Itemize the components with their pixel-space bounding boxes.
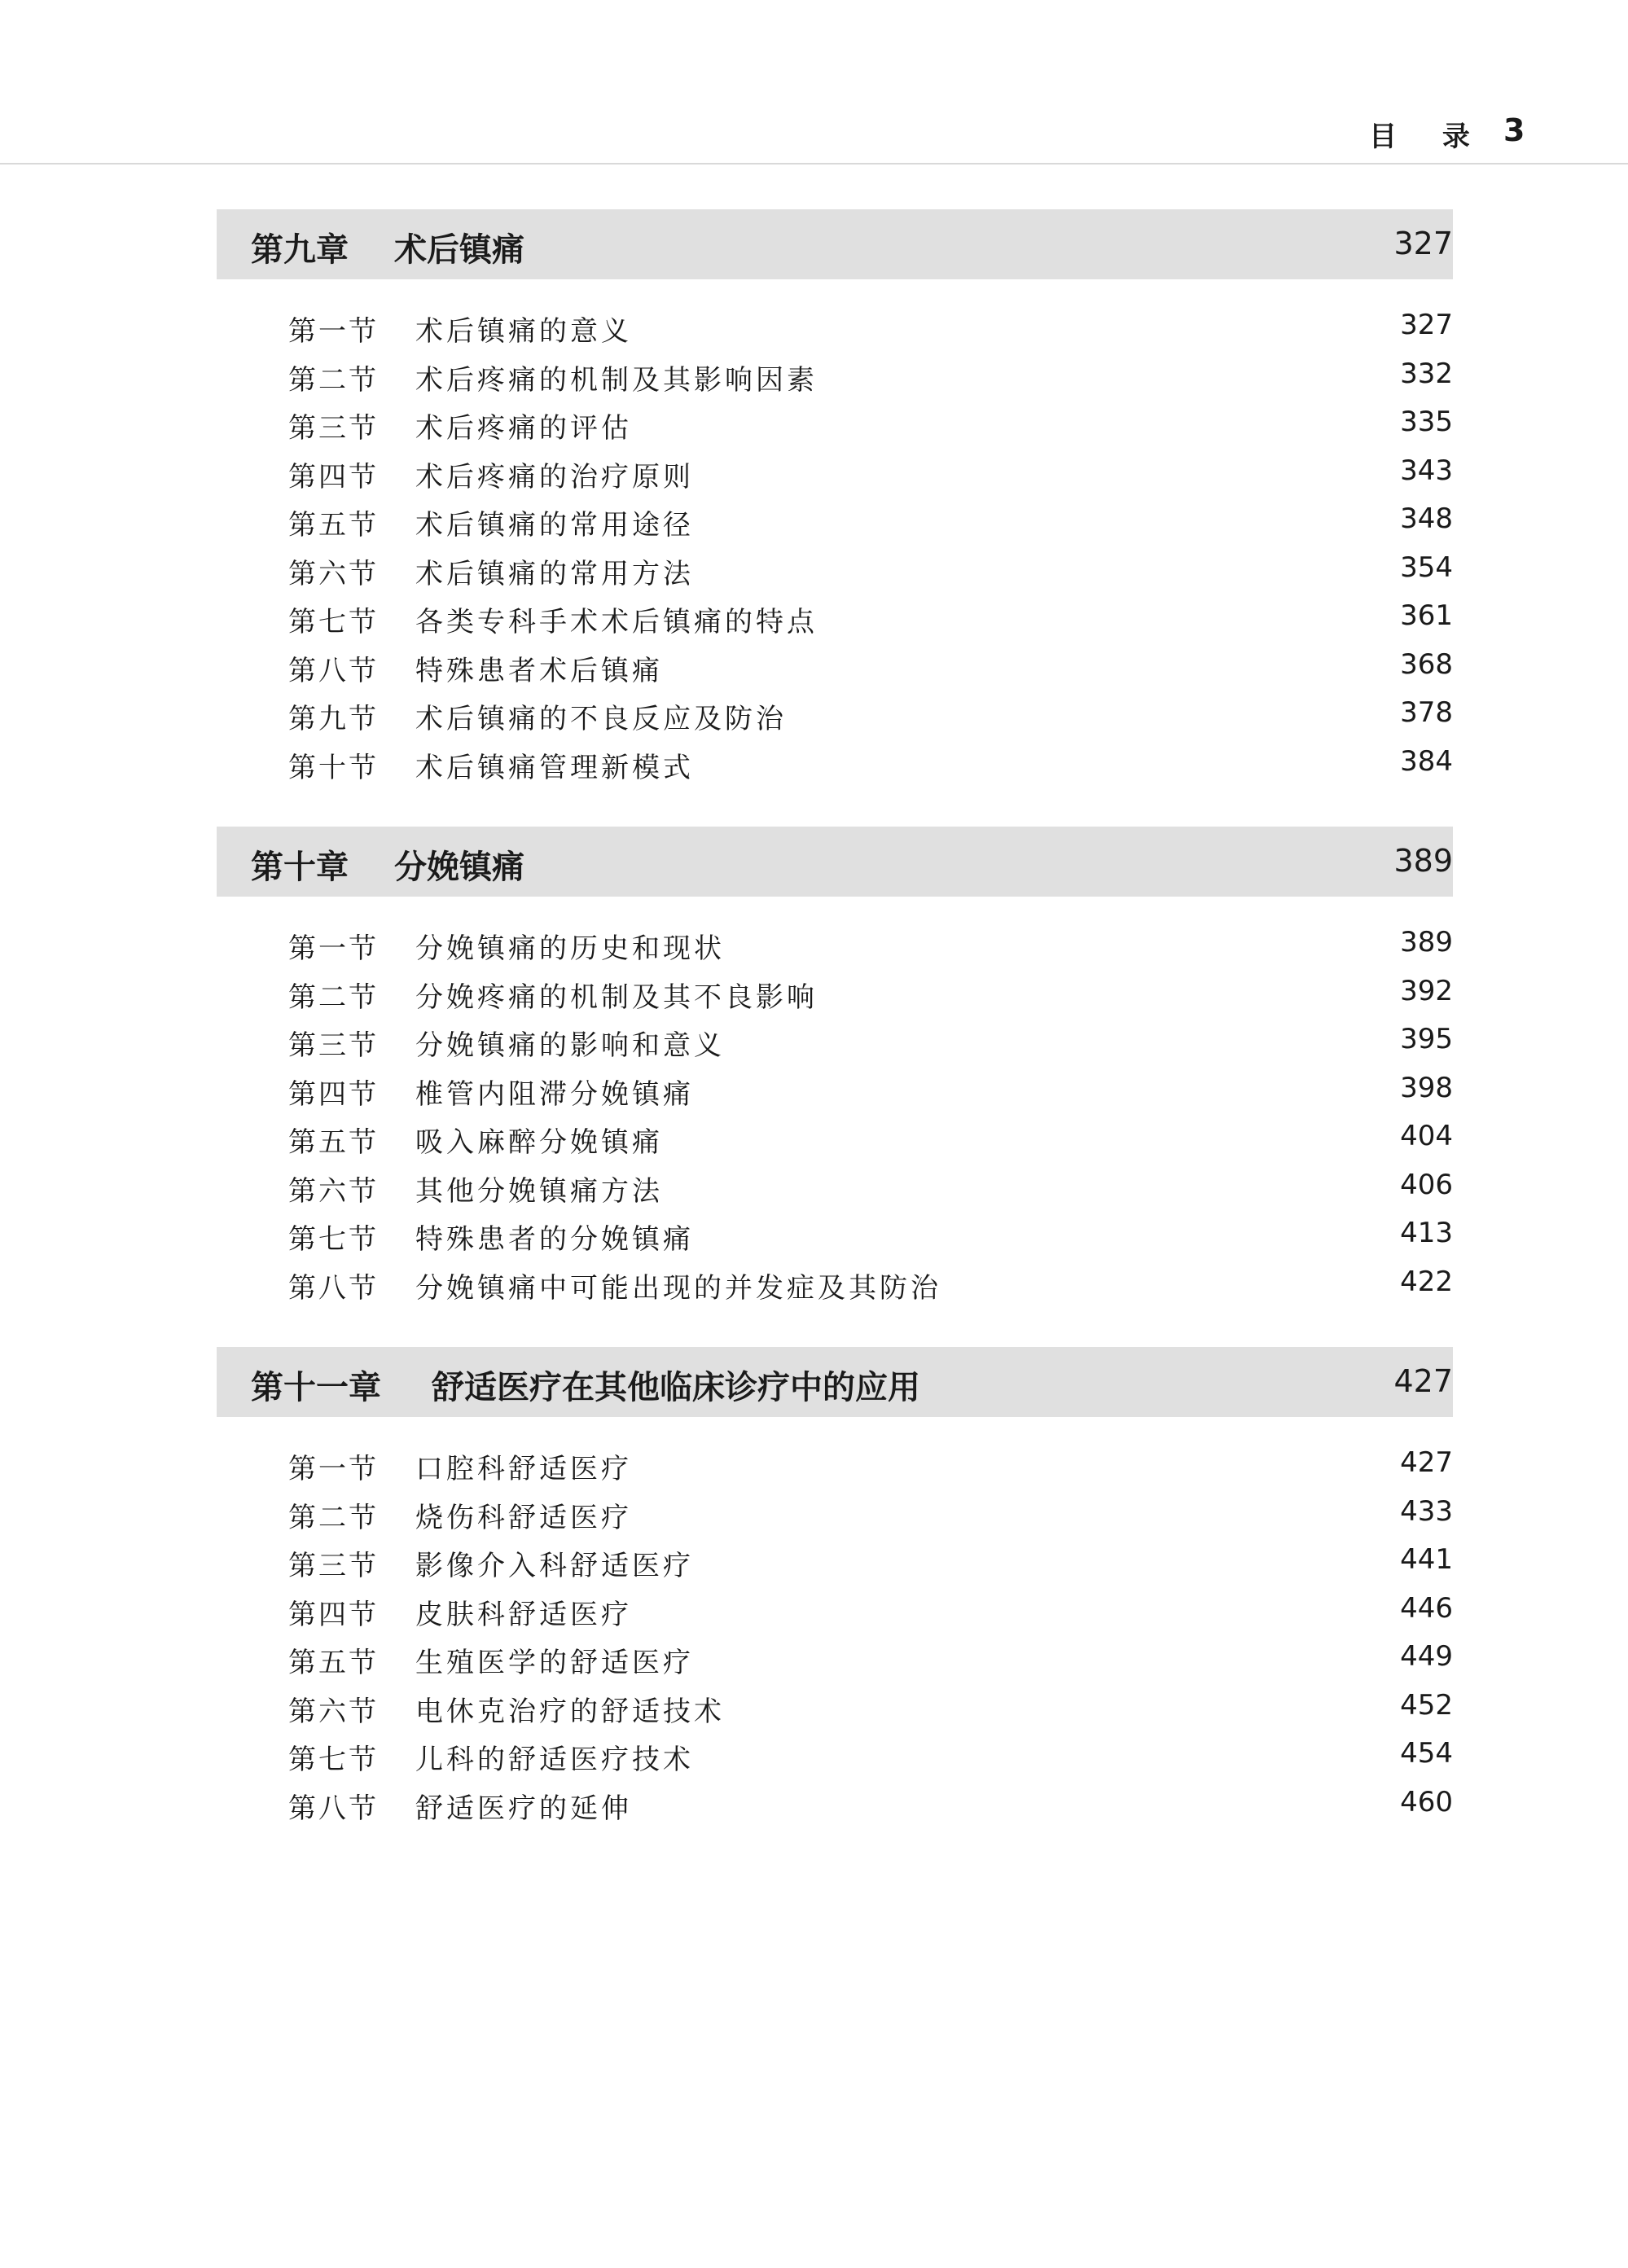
section-number: 第三节	[288, 1550, 379, 1582]
section-title: 其他分娩镇痛方法	[415, 1174, 663, 1208]
toc-entry[interactable]	[217, 1586, 1453, 1634]
section-title: 术后疼痛的机制及其影响因素	[415, 363, 818, 397]
section-title: 术后镇痛管理新模式	[415, 751, 694, 784]
section-page: 335	[1400, 406, 1453, 438]
section-title: 术后镇痛的常用方法	[415, 557, 694, 590]
section-page: 392	[1400, 974, 1453, 1007]
section-title: 儿科的舒适医疗技术	[415, 1744, 694, 1776]
chapter-10	[217, 827, 1453, 1307]
section-page: 433	[1400, 1494, 1453, 1528]
toc-entry[interactable]	[217, 1259, 1453, 1308]
section-number: 第七节	[288, 1223, 379, 1256]
section-page: 446	[1400, 1591, 1453, 1625]
toc-entry[interactable]	[217, 1162, 1453, 1211]
section-title: 分娩镇痛的历史和现状	[415, 932, 725, 965]
section-number: 第五节	[288, 1126, 379, 1159]
chapter-title: 术后镇痛	[394, 231, 524, 269]
toc-entry[interactable]	[217, 1016, 1453, 1065]
section-page: 343	[1400, 454, 1453, 487]
toc-entry[interactable]	[217, 1489, 1453, 1538]
section-title: 分娩镇痛的影响和意义	[415, 1029, 725, 1062]
section-title: 生殖医学的舒适医疗	[415, 1647, 694, 1679]
section-page: 454	[1400, 1737, 1453, 1770]
section-page: 361	[1400, 599, 1453, 632]
toc-entry[interactable]	[217, 302, 1453, 351]
toc-entry[interactable]	[217, 496, 1453, 545]
section-number: 第四节	[288, 460, 379, 494]
toc-entry[interactable]	[217, 1440, 1453, 1489]
section-page: 398	[1400, 1071, 1453, 1104]
header-title: 目 录	[1369, 121, 1488, 153]
section-title: 分娩疼痛的机制及其不良影响	[415, 980, 818, 1014]
chapter-number: 第十一章	[251, 1369, 381, 1406]
chapter-heading[interactable]	[217, 209, 1453, 279]
toc-entry[interactable]	[217, 690, 1453, 739]
section-page: 413	[1400, 1217, 1453, 1249]
section-title: 术后镇痛的意义	[415, 315, 632, 348]
section-list	[217, 1440, 1453, 1827]
section-title: 烧伤科舒适医疗	[415, 1501, 632, 1534]
section-number: 第二节	[288, 363, 379, 397]
toc-entry[interactable]	[217, 1537, 1453, 1586]
section-number: 第三节	[288, 1029, 379, 1062]
toc-entry[interactable]	[217, 593, 1453, 642]
section-page: 348	[1400, 502, 1453, 535]
toc-entry[interactable]	[217, 545, 1453, 594]
section-page: 354	[1400, 551, 1453, 584]
section-title: 特殊患者的分娩镇痛	[415, 1223, 694, 1256]
section-number: 第七节	[288, 1744, 379, 1776]
section-number: 第一节	[288, 932, 379, 965]
toc-entry[interactable]	[217, 1065, 1453, 1114]
section-page: 384	[1400, 744, 1453, 778]
section-page: 441	[1400, 1543, 1453, 1576]
toc-entry[interactable]	[217, 351, 1453, 400]
header-page-number: 3	[1503, 112, 1525, 148]
section-number: 第十节	[288, 751, 379, 784]
section-number: 第六节	[288, 1174, 379, 1208]
chapter-page: 427	[1393, 1363, 1453, 1399]
section-number: 第六节	[288, 557, 379, 590]
section-number: 第五节	[288, 1647, 379, 1679]
section-page: 406	[1400, 1168, 1453, 1201]
chapter-11	[217, 1347, 1453, 1827]
section-page: 389	[1400, 926, 1453, 959]
section-number: 第一节	[288, 315, 379, 348]
section-title: 术后疼痛的治疗原则	[415, 460, 694, 494]
toc-entry[interactable]	[217, 1731, 1453, 1779]
chapter-title: 分娩镇痛	[394, 849, 524, 886]
chapter-number: 第九章	[251, 231, 349, 269]
toc-entry[interactable]	[217, 1779, 1453, 1828]
section-title: 口腔科舒适医疗	[415, 1453, 632, 1485]
toc-entry[interactable]	[217, 739, 1453, 787]
toc-entry[interactable]	[217, 1113, 1453, 1162]
section-title: 术后疼痛的评估	[415, 412, 632, 445]
section-page: 327	[1400, 309, 1453, 341]
section-page: 404	[1400, 1120, 1453, 1152]
chapter-heading[interactable]	[217, 827, 1453, 897]
toc-entry[interactable]	[217, 1210, 1453, 1259]
chapter-heading[interactable]	[217, 1347, 1453, 1417]
section-page: 395	[1400, 1023, 1453, 1055]
section-title: 特殊患者术后镇痛	[415, 654, 663, 687]
section-page: 452	[1400, 1688, 1453, 1722]
toc-entry[interactable]	[217, 642, 1453, 691]
section-number: 第八节	[288, 654, 379, 687]
section-page: 332	[1400, 357, 1453, 390]
toc-entry[interactable]	[217, 1682, 1453, 1731]
section-number: 第二节	[288, 980, 379, 1014]
chapter-number: 第十章	[251, 849, 349, 886]
section-number: 第四节	[288, 1077, 379, 1111]
section-title: 术后镇痛的不良反应及防治	[415, 703, 787, 735]
section-number: 第八节	[288, 1271, 379, 1305]
section-page: 368	[1400, 647, 1453, 681]
section-number: 第五节	[288, 509, 379, 542]
chapter-page: 327	[1393, 226, 1453, 261]
section-list	[217, 919, 1453, 1307]
section-title: 影像介入科舒适医疗	[415, 1550, 694, 1582]
chapter-title: 舒适医疗在其他临床诊疗中的应用	[432, 1369, 920, 1406]
section-number: 第七节	[288, 606, 379, 638]
section-page: 449	[1400, 1640, 1453, 1673]
toc-entry[interactable]	[217, 1634, 1453, 1682]
section-page: 427	[1400, 1446, 1453, 1479]
running-header	[0, 0, 1628, 165]
section-title: 椎管内阻滞分娩镇痛	[415, 1077, 694, 1111]
section-page: 422	[1400, 1265, 1453, 1298]
section-page: 378	[1400, 696, 1453, 729]
section-title: 吸入麻醉分娩镇痛	[415, 1126, 663, 1159]
toc-entry[interactable]	[217, 399, 1453, 448]
section-number: 第一节	[288, 1453, 379, 1485]
section-page: 460	[1400, 1785, 1453, 1818]
section-title: 皮肤科舒适医疗	[415, 1598, 632, 1631]
section-title: 电休克治疗的舒适技术	[415, 1695, 725, 1728]
toc-entry[interactable]	[217, 448, 1453, 497]
toc-entry[interactable]	[217, 968, 1453, 1017]
section-number: 第八节	[288, 1792, 379, 1825]
section-title: 术后镇痛的常用途径	[415, 509, 694, 542]
section-number: 第三节	[288, 412, 379, 445]
section-title: 舒适医疗的延伸	[415, 1792, 632, 1825]
section-number: 第九节	[288, 703, 379, 735]
chapter-page: 389	[1393, 843, 1453, 879]
section-title: 分娩镇痛中可能出现的并发症及其防治	[415, 1271, 941, 1305]
section-number: 第二节	[288, 1501, 379, 1534]
section-title: 各类专科手术术后镇痛的特点	[415, 606, 818, 638]
section-list	[217, 302, 1453, 787]
section-number: 第六节	[288, 1695, 379, 1728]
toc-entry[interactable]	[217, 919, 1453, 968]
chapter-9	[217, 209, 1453, 787]
section-number: 第四节	[288, 1598, 379, 1631]
